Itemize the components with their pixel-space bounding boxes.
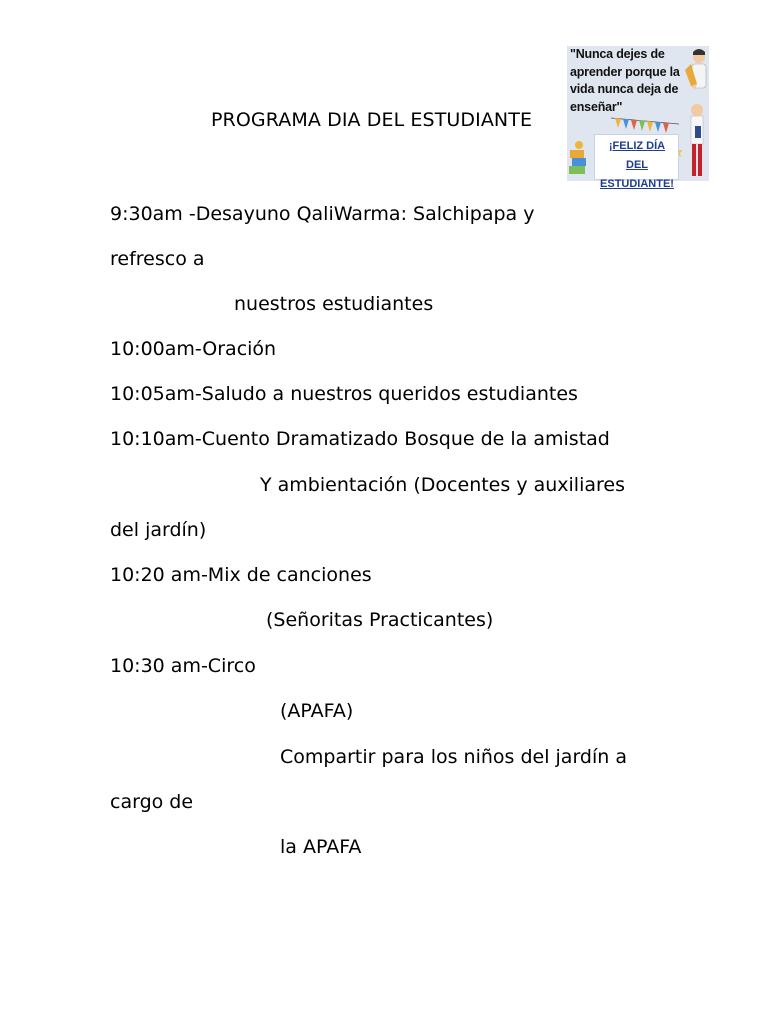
poster-banner-text: ¡FELIZ DÍA DEL ESTUDIANTE! [600, 140, 674, 190]
schedule-line: 9:30am -Desayuno QaliWarma: Salchipapa y [110, 203, 535, 225]
schedule-line: 10:30 am-Circo [110, 655, 256, 677]
schedule-line: 10:05am-Saludo a nuestros queridos estudiantes [110, 383, 578, 405]
poster-quote: "Nunca dejes de aprender porque la vida nunca deja de enseñar" [570, 47, 680, 114]
schedule-line: refresco a [110, 248, 205, 270]
poster-image [567, 46, 709, 190]
schedule-line: cargo de [110, 791, 194, 813]
schedule-line: la APAFA [280, 836, 362, 858]
schedule-line: Y ambientación (Docentes y auxiliares [260, 474, 625, 496]
schedule-line: 10:00am-Oración [110, 338, 277, 360]
books-icon [569, 141, 586, 174]
student-figure-icon [685, 49, 706, 90]
schedule-line: Compartir para los niños del jardín a [280, 746, 627, 768]
schedule-line: 10:10am-Cuento Dramatizado Bosque de la amistad [110, 428, 610, 450]
person-figure-icon [691, 104, 703, 176]
schedule-line: (APAFA) [280, 700, 354, 722]
document-title: PROGRAMA DIA DEL ESTUDIANTE [211, 109, 533, 131]
schedule-line: del jardín) [110, 519, 207, 541]
bunting-icon [611, 118, 679, 133]
schedule-line: 10:20 am-Mix de canciones [110, 564, 372, 586]
schedule-line: (Señoritas Practicantes) [266, 609, 494, 631]
schedule-line: nuestros estudiantes [234, 293, 434, 315]
